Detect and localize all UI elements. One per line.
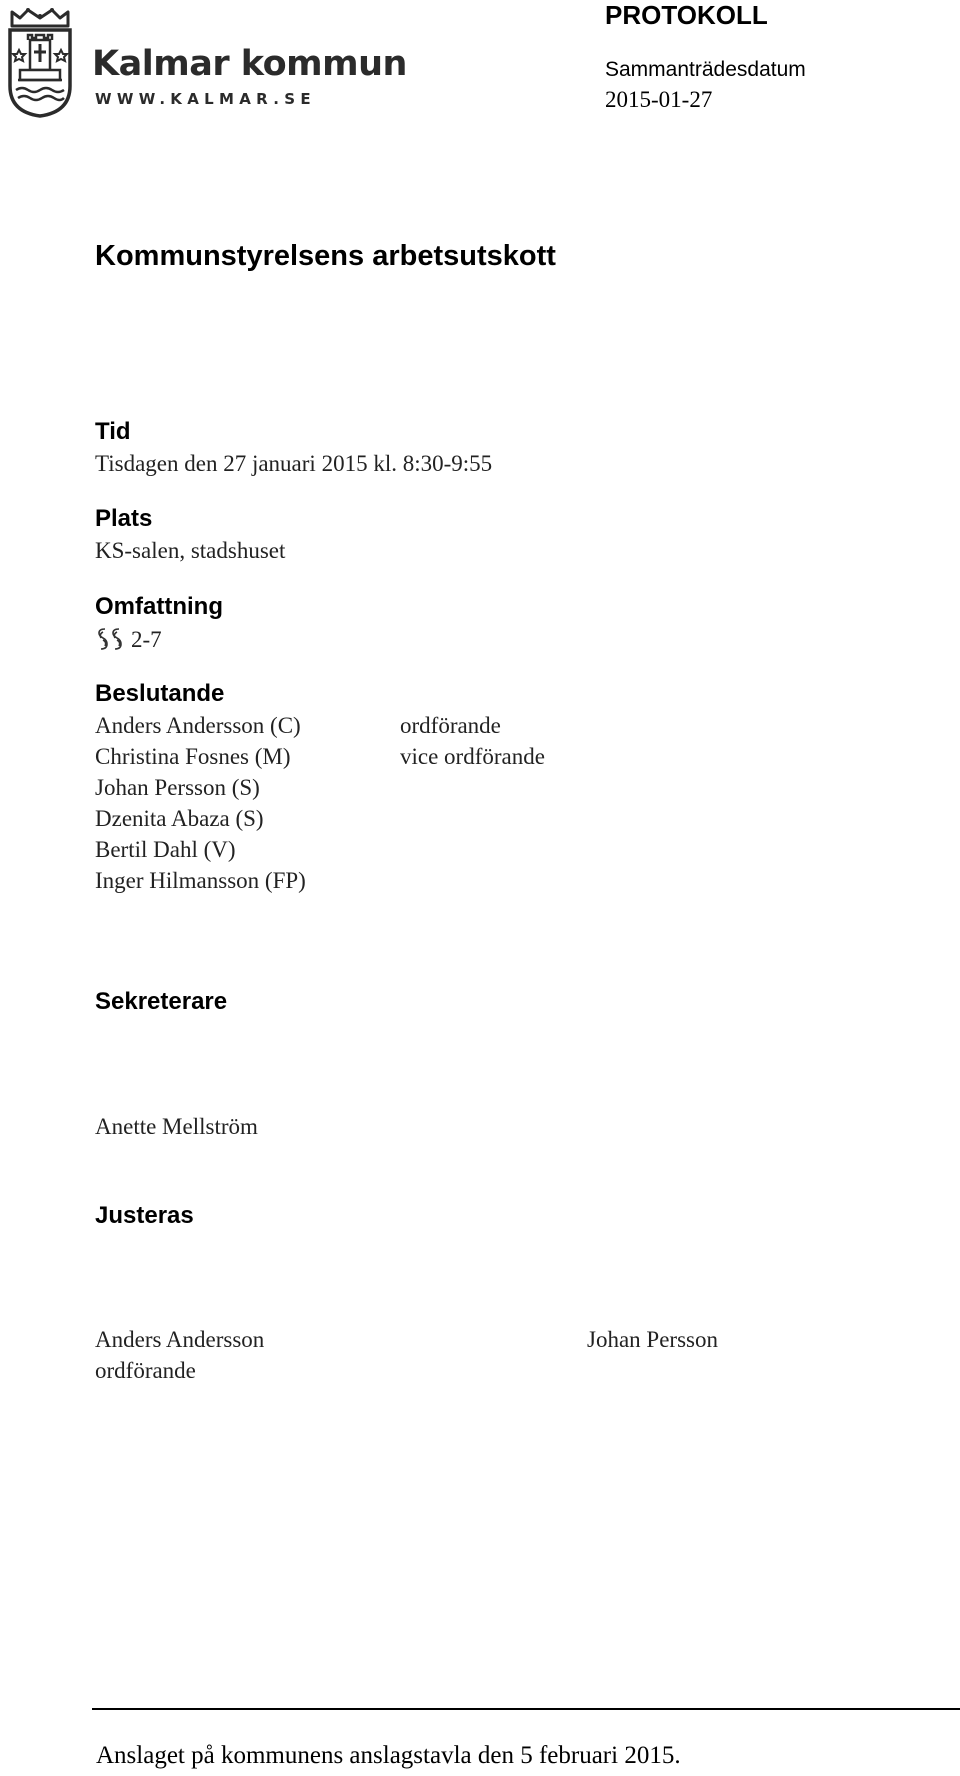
decision-makers-heading: Beslutande [95,680,225,707]
kalmar-coat-of-arms-icon [6,6,74,120]
member-name: Dzenita Abaza (S) [95,806,264,831]
meeting-date-label: Sammanträdesdatum [605,58,806,81]
footer-divider [92,1708,960,1710]
time-heading: Tid [95,418,131,445]
scope-heading: Omfattning [95,593,223,620]
member-name: Christina Fosnes (M) [95,744,291,769]
place-heading: Plats [95,505,153,532]
member-name: Bertil Dahl (V) [95,837,236,862]
signer-name: Johan Persson [587,1327,718,1352]
brand-name: Kalmar kommun [92,44,407,84]
secretary-heading: Sekreterare [95,988,228,1015]
scope-value: 2-7 [131,627,162,652]
member-role: vice ordförande [400,744,545,769]
document-type: PROTOKOLL [605,0,768,30]
place-value: KS-salen, stadshuset [95,538,286,563]
time-value: Tisdagen den 27 januari 2015 kl. 8:30-9:55 [95,451,493,476]
member-name: Johan Persson (S) [95,775,260,800]
signer-name: Anders Andersson [95,1327,265,1352]
member-role: ordförande [400,713,501,738]
member-name: Anders Andersson (C) [95,713,301,738]
member-name: Inger Hilmansson (FP) [95,868,306,893]
meeting-date: 2015-01-27 [605,87,713,112]
document-title: Kommunstyrelsens arbetsutskott [95,240,556,272]
secretary-name: Anette Mellström [95,1114,258,1139]
double-section-sign-icon [95,626,125,652]
signer-role: ordförande [95,1358,196,1383]
adjusted-heading: Justeras [95,1202,194,1229]
posting-notice: Anslaget på kommunens anslagstavla den 5 februari 2015. [96,1742,681,1769]
scope-value-row [95,626,162,653]
brand-url: WWW.KALMAR.SE [95,90,316,108]
